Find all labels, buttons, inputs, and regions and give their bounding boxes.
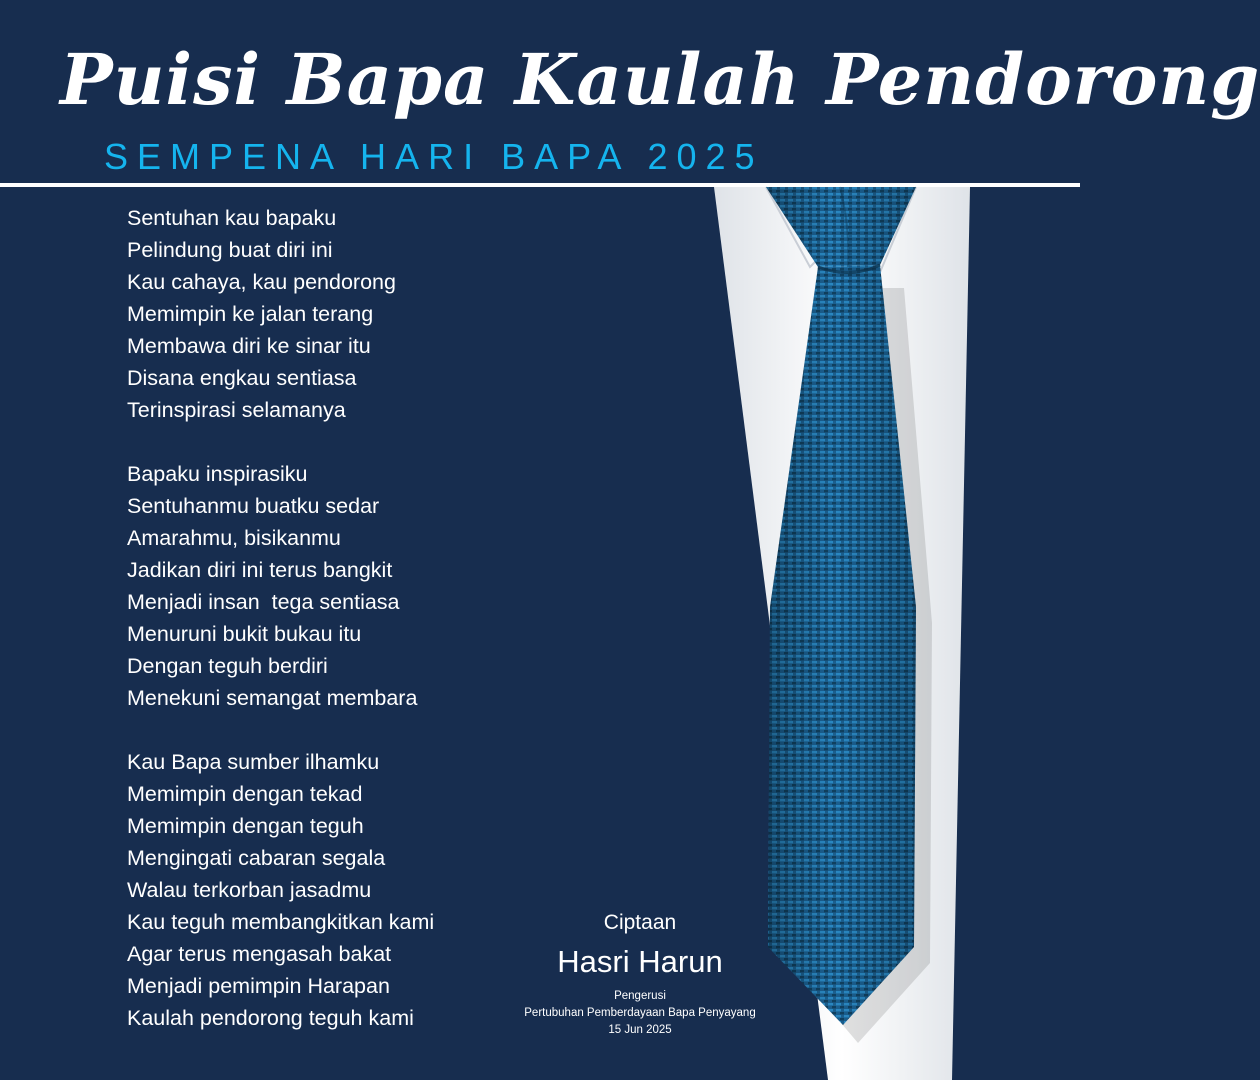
poster-subtitle: SEMPENA HARI BAPA 2025: [104, 136, 764, 177]
poem-line: Kau cahaya, kau pendorong: [127, 270, 396, 294]
poem-line: Menekuni semangat membara: [127, 686, 418, 710]
poem-line: Agar terus mengasah bakat: [127, 942, 392, 966]
poem-line: Memimpin ke jalan terang: [127, 302, 374, 326]
poem-line: Walau terkorban jasadmu: [127, 878, 372, 902]
poster-title: Puisi Bapa Kaulah Pendorong: [60, 38, 1260, 121]
poem-line: Jadikan diri ini terus bangkit: [127, 558, 393, 582]
poem-line: Kau Bapa sumber ilhamku: [127, 750, 380, 774]
poem-line: Mengingati cabaran segala: [127, 846, 386, 870]
poem-line: Kaulah pendorong teguh kami: [127, 1006, 414, 1030]
credit-block: [490, 908, 790, 1039]
poem-line: Menjadi pemimpin Harapan: [127, 974, 390, 998]
poem-line: Bapaku inspirasiku: [127, 462, 308, 486]
poem-line: Sentuhanmu buatku sedar: [127, 494, 380, 518]
poem-line: Memimpin dengan tekad: [127, 782, 363, 806]
poem-line: Kau teguh membangkitkan kami: [127, 910, 435, 934]
poem-line: Terinspirasi selamanya: [127, 398, 346, 422]
poem-line: Dengan teguh berdiri: [127, 654, 328, 678]
poem-stanza-1: [127, 202, 567, 426]
credit-organization: Pertubuhan Pemberdayaan Bapa Penyayang: [524, 1007, 756, 1019]
poem-line: Disana engkau sentiasa: [127, 366, 357, 390]
poem-line: Menjadi insan tega sentiasa: [127, 590, 400, 614]
poem-line: Sentuhan kau bapaku: [127, 206, 337, 230]
credit-label: Ciptaan: [603, 911, 677, 934]
poem-line: Menuruni bukit bukau itu: [127, 622, 362, 646]
credit-date: 15 Jun 2025: [608, 1024, 672, 1036]
poem-line: Pelindung buat diri ini: [127, 238, 333, 262]
poem-line: Membawa diri ke sinar itu: [127, 334, 371, 358]
credit-role: Pengerusi: [614, 990, 666, 1002]
poem-stanza-2: [127, 458, 567, 714]
credit-author: Hasri Harun: [557, 944, 723, 979]
poem-line: Memimpin dengan teguh: [127, 814, 364, 838]
poem-line: Amarahmu, bisikanmu: [127, 526, 341, 550]
